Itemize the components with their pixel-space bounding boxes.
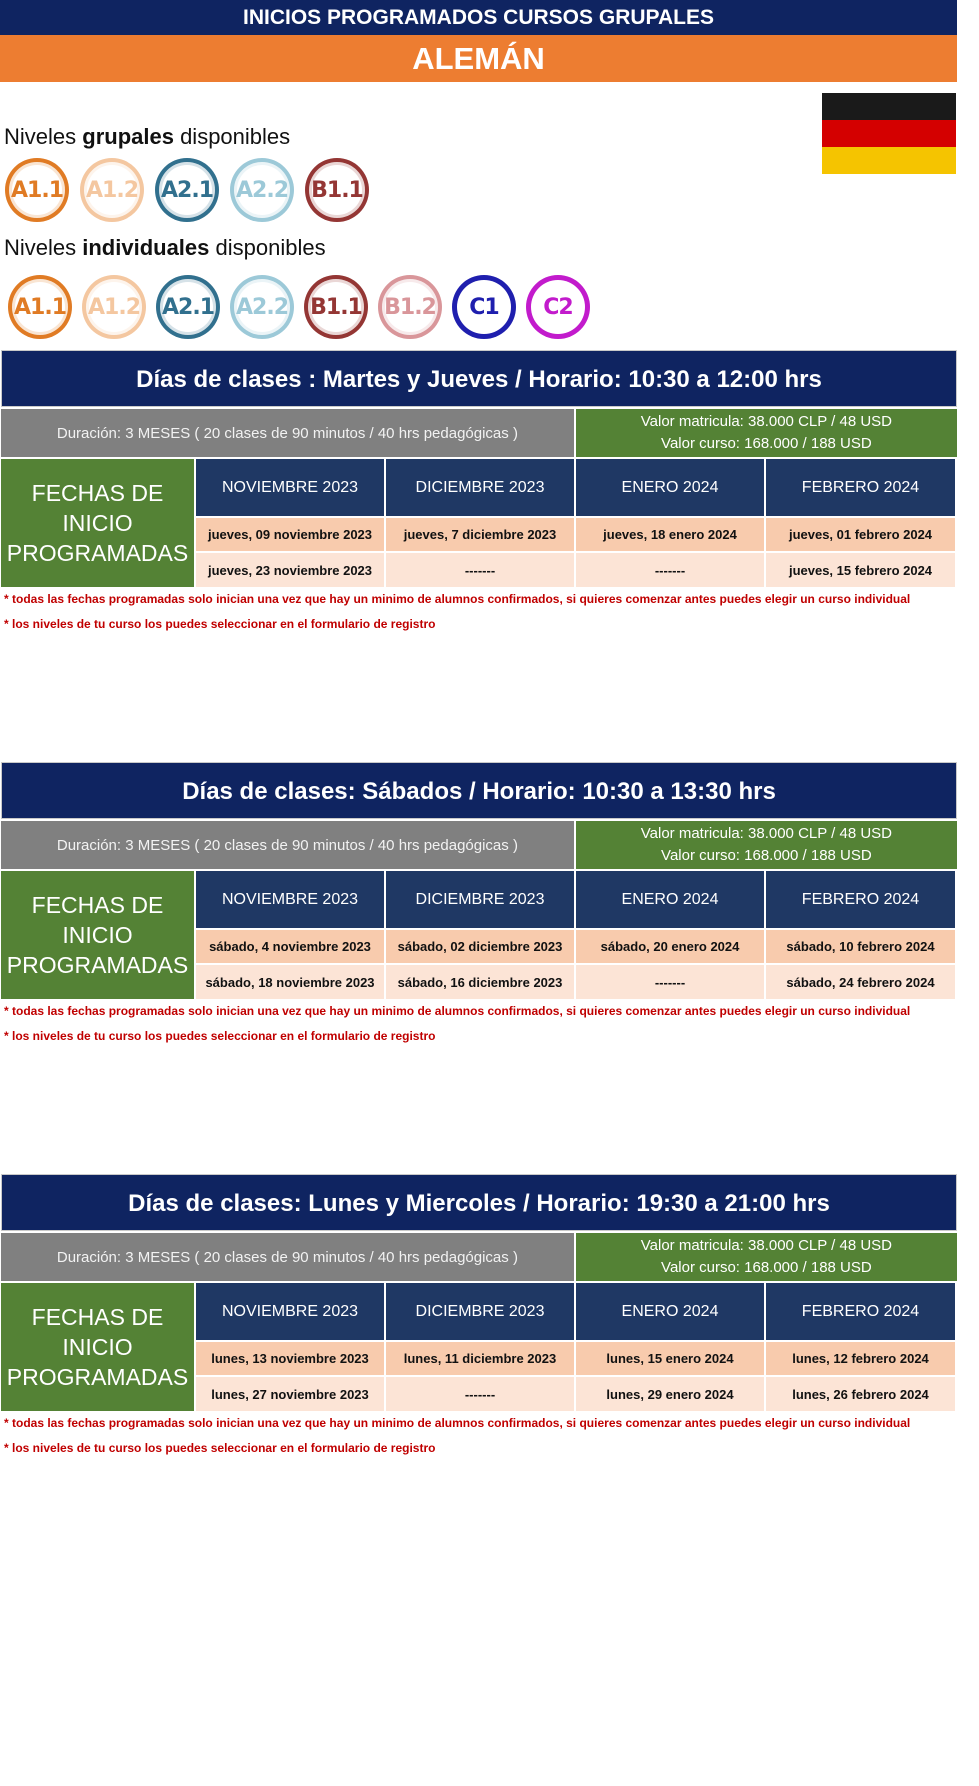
language-title: ALEMÁN <box>0 35 957 82</box>
level-badge-label: A2.2 <box>234 279 290 335</box>
date-cell: jueves, 09 noviembre 2023 <box>196 518 384 551</box>
month-header: ENERO 2024 <box>576 871 764 928</box>
level-badge-label: C2 <box>531 280 585 334</box>
note-minimo-alumnos: * todas las fechas programadas solo inician una vez que hay un minimo de alumnos confirmados, si quieres comenzar antes puedes elegir un curso individual <box>4 1416 911 1430</box>
date-cell: ------- <box>386 553 574 587</box>
date-cell: lunes, 26 febrero 2024 <box>766 1377 955 1411</box>
level-badge-b1-1 <box>304 275 368 339</box>
level-badge-a2-1 <box>156 275 220 339</box>
date-cell: lunes, 29 enero 2024 <box>576 1377 764 1411</box>
month-column <box>766 1283 955 1411</box>
niveles-grupales-heading: Niveles grupales disponibles <box>4 124 291 149</box>
month-header: NOVIEMBRE 2023 <box>196 871 384 928</box>
date-cell: jueves, 01 febrero 2024 <box>766 518 955 551</box>
date-cell: lunes, 13 noviembre 2023 <box>196 1342 384 1375</box>
level-badge-label: A2.1 <box>159 162 215 218</box>
note-niveles: * los niveles de tu curso los puedes seleccionar en el formulario de registro <box>4 617 436 631</box>
schedule-title: Días de clases: Sábados / Horario: 10:30 a 13:30 hrs <box>1 762 957 819</box>
month-header: FEBRERO 2024 <box>766 1283 955 1340</box>
valor-cell <box>576 821 957 869</box>
level-badge-c1 <box>452 275 516 339</box>
level-badge-a2-2 <box>230 158 294 222</box>
duracion-cell: Duración: 3 MESES ( 20 clases de 90 minutos / 40 hrs pedagógicas ) <box>1 1233 574 1281</box>
germany-flag-icon <box>822 93 956 174</box>
month-column <box>766 459 955 587</box>
note-niveles: * los niveles de tu curso los puedes seleccionar en el formulario de registro <box>4 1441 436 1455</box>
date-cell: sábado, 24 febrero 2024 <box>766 965 955 999</box>
level-badge-label: A2.2 <box>234 162 290 218</box>
valor-curso: Valor curso: 168.000 / 188 USD <box>661 1259 872 1276</box>
fechas-label: FECHAS DE INICIO PROGRAMADAS <box>1 459 194 587</box>
month-column <box>576 459 764 587</box>
month-column <box>196 871 384 999</box>
level-badge-a1-1 <box>5 158 69 222</box>
valor-matricula: Valor matricula: 38.000 CLP / 48 USD <box>640 1237 893 1254</box>
duracion-cell: Duración: 3 MESES ( 20 clases de 90 minutos / 40 hrs pedagógicas ) <box>1 409 574 457</box>
date-cell: sábado, 16 diciembre 2023 <box>386 965 574 999</box>
month-header: ENERO 2024 <box>576 1283 764 1340</box>
valor-matricula: Valor matricula: 38.000 CLP / 48 USD <box>640 413 893 430</box>
date-cell: jueves, 15 febrero 2024 <box>766 553 955 587</box>
date-cell: jueves, 7 diciembre 2023 <box>386 518 574 551</box>
date-cell: sábado, 10 febrero 2024 <box>766 930 955 963</box>
level-badge-a2-1 <box>155 158 219 222</box>
schedule-block-lunes-miercoles <box>1 1174 957 1455</box>
level-badge-a1-1 <box>8 275 72 339</box>
date-cell: lunes, 15 enero 2024 <box>576 1342 764 1375</box>
level-badge-label: B1.1 <box>309 162 365 218</box>
valor-curso: Valor curso: 168.000 / 188 USD <box>661 435 872 452</box>
note-minimo-alumnos: * todas las fechas programadas solo inician una vez que hay un minimo de alumnos confirmados, si quieres comenzar antes puedes elegir un curso individual <box>4 592 911 606</box>
level-badge-label: B1.2 <box>382 279 438 335</box>
date-cell: lunes, 27 noviembre 2023 <box>196 1377 384 1411</box>
date-cell: sábado, 02 diciembre 2023 <box>386 930 574 963</box>
fechas-label: FECHAS DE INICIO PROGRAMADAS <box>1 871 194 999</box>
note-niveles: * los niveles de tu curso los puedes seleccionar en el formulario de registro <box>4 1029 436 1043</box>
level-badge-label: A1.1 <box>12 279 68 335</box>
schedule-block-martes-jueves <box>1 350 957 631</box>
level-badge-label: C1 <box>457 280 511 334</box>
level-badge-label: A2.1 <box>160 279 216 335</box>
month-header: DICIEMBRE 2023 <box>386 459 574 516</box>
page-title: INICIOS PROGRAMADOS CURSOS GRUPALES <box>0 0 957 35</box>
level-badge-c2 <box>526 275 590 339</box>
valor-cell <box>576 1233 957 1281</box>
valor-matricula: Valor matricula: 38.000 CLP / 48 USD <box>640 825 893 842</box>
month-column <box>576 871 764 999</box>
note-minimo-alumnos: * todas las fechas programadas solo inician una vez que hay un minimo de alumnos confirmados, si quieres comenzar antes puedes elegir un curso individual <box>4 1004 911 1018</box>
niveles-individuales-heading: Niveles individuales disponibles <box>4 235 326 260</box>
schedule-title: Días de clases: Lunes y Miercoles / Horario: 19:30 a 21:00 hrs <box>1 1174 957 1231</box>
month-header: NOVIEMBRE 2023 <box>196 459 384 516</box>
date-cell: sábado, 20 enero 2024 <box>576 930 764 963</box>
date-cell: sábado, 4 noviembre 2023 <box>196 930 384 963</box>
month-column <box>386 459 574 587</box>
schedule-block-sabados <box>1 762 957 1043</box>
date-cell: ------- <box>576 965 764 999</box>
month-header: ENERO 2024 <box>576 459 764 516</box>
valor-cell <box>576 409 957 457</box>
month-column <box>196 459 384 587</box>
month-header: DICIEMBRE 2023 <box>386 871 574 928</box>
date-cell: ------- <box>576 553 764 587</box>
level-badge-label: A1.1 <box>9 162 65 218</box>
level-badge-label: A1.2 <box>86 279 142 335</box>
month-column <box>766 871 955 999</box>
duracion-cell: Duración: 3 MESES ( 20 clases de 90 minutos / 40 hrs pedagógicas ) <box>1 821 574 869</box>
date-cell: jueves, 23 noviembre 2023 <box>196 553 384 587</box>
schedule-title: Días de clases : Martes y Jueves / Horario: 10:30 a 12:00 hrs <box>1 350 957 407</box>
month-column <box>386 871 574 999</box>
level-badge-label: A1.2 <box>84 162 140 218</box>
month-column <box>196 1283 384 1411</box>
level-badge-b1-1 <box>305 158 369 222</box>
level-badge-a2-2 <box>230 275 294 339</box>
month-header: NOVIEMBRE 2023 <box>196 1283 384 1340</box>
level-badge-a1-2 <box>82 275 146 339</box>
month-header: DICIEMBRE 2023 <box>386 1283 574 1340</box>
date-cell: sábado, 18 noviembre 2023 <box>196 965 384 999</box>
month-header: FEBRERO 2024 <box>766 459 955 516</box>
level-badge-b1-2 <box>378 275 442 339</box>
date-cell: jueves, 18 enero 2024 <box>576 518 764 551</box>
date-cell: lunes, 12 febrero 2024 <box>766 1342 955 1375</box>
valor-curso: Valor curso: 168.000 / 188 USD <box>661 847 872 864</box>
month-header: FEBRERO 2024 <box>766 871 955 928</box>
month-column <box>386 1283 574 1411</box>
date-cell: ------- <box>386 1377 574 1411</box>
fechas-label: FECHAS DE INICIO PROGRAMADAS <box>1 1283 194 1411</box>
level-badge-label: B1.1 <box>308 279 364 335</box>
level-badge-a1-2 <box>80 158 144 222</box>
month-column <box>576 1283 764 1411</box>
date-cell: lunes, 11 diciembre 2023 <box>386 1342 574 1375</box>
